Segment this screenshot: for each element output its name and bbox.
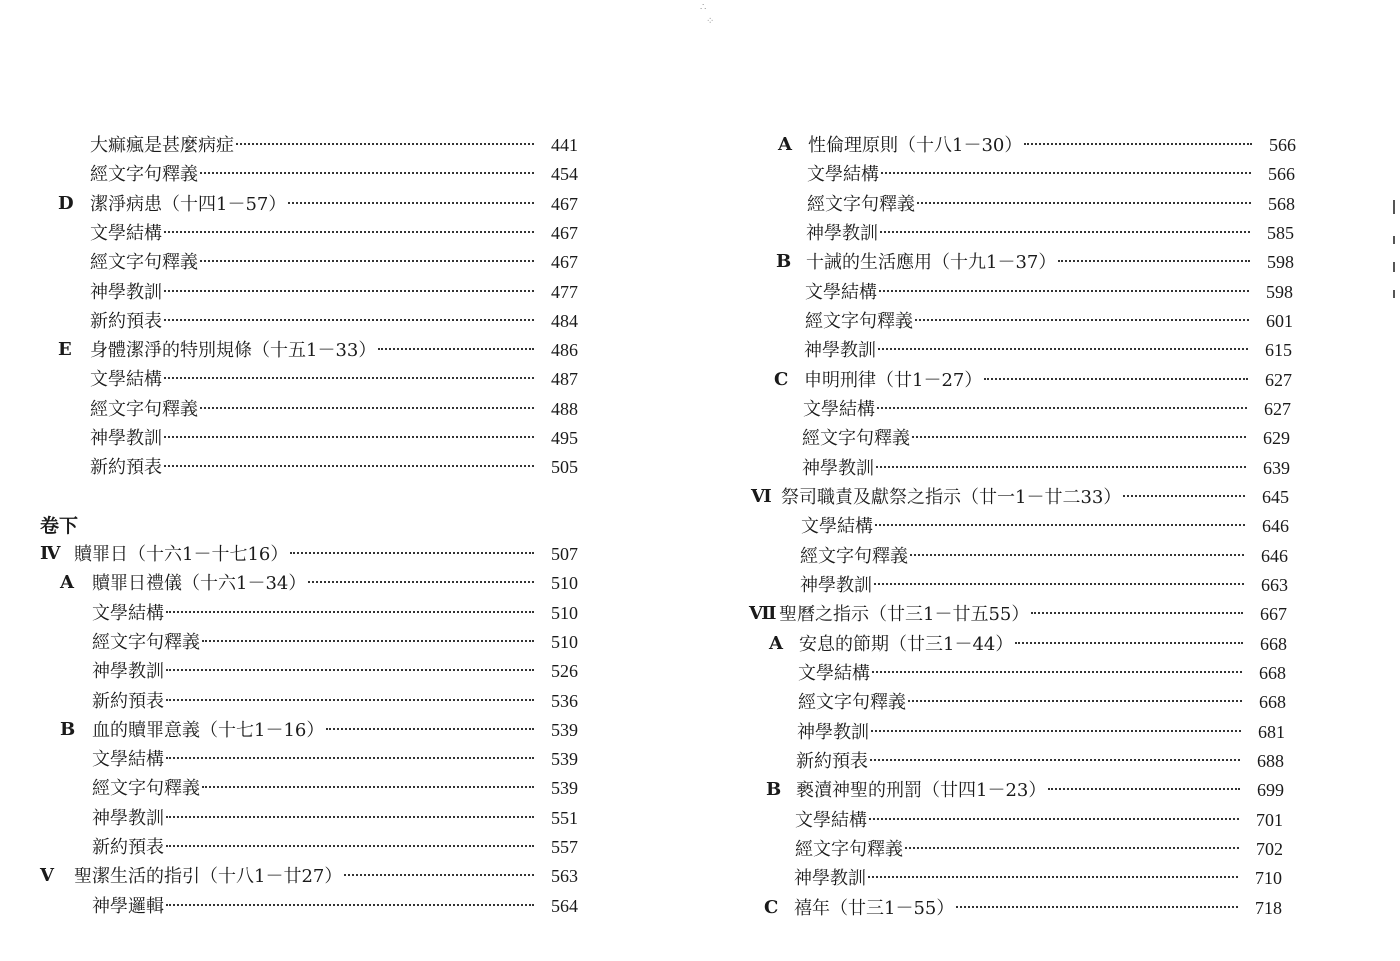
entry-title: 神學教訓 <box>802 457 874 479</box>
toc-entry <box>804 367 1292 394</box>
dot-leader <box>917 202 1251 204</box>
entry-title: 身體潔淨的特別規條（十五1－33） <box>90 340 377 362</box>
toc-section-row <box>700 631 1400 657</box>
section-marker: C <box>764 896 779 918</box>
toc-entry <box>798 660 1286 687</box>
page-number: 668 <box>1259 692 1286 713</box>
section-marker: A <box>769 632 783 654</box>
toc-entry-row <box>700 308 1400 334</box>
toc-entry <box>807 161 1295 188</box>
dot-leader <box>877 407 1247 409</box>
dot-leader <box>881 172 1251 174</box>
toc-section-row <box>700 484 1400 510</box>
toc-entry <box>804 337 1292 364</box>
toc-entry-row <box>0 688 700 714</box>
toc-entry <box>90 132 578 159</box>
entry-title: 性倫理原則（十八1－30） <box>808 135 1023 156</box>
dot-leader <box>344 874 534 876</box>
toc-entry <box>92 629 578 656</box>
page-number: 629 <box>1263 428 1290 449</box>
page-number: 510 <box>551 602 578 623</box>
page-number: 507 <box>551 544 578 564</box>
dot-leader <box>288 202 534 204</box>
toc-entry-row <box>0 132 700 158</box>
section-marker: A <box>778 134 792 155</box>
section-marker: Ⅶ <box>749 603 777 625</box>
toc-entry <box>807 191 1295 218</box>
toc-section-row <box>700 601 1400 627</box>
page-number: 568 <box>1268 193 1295 214</box>
toc-entry-row <box>0 746 700 772</box>
entry-title: 文學結構 <box>803 398 875 420</box>
dot-leader <box>200 172 534 174</box>
toc-entry-row <box>700 689 1400 715</box>
page-number: 668 <box>1260 633 1287 654</box>
dot-leader <box>166 757 534 759</box>
entry-title: 神學邏輯 <box>92 895 164 917</box>
page-number: 539 <box>551 778 578 799</box>
page-number: 510 <box>551 573 578 594</box>
entry-title: 新約預表 <box>796 750 868 772</box>
page-number: 627 <box>1264 398 1291 419</box>
page-number: 557 <box>551 837 578 857</box>
dot-leader <box>872 671 1242 673</box>
toc-entry-row <box>0 366 700 392</box>
toc-entry <box>781 484 1289 511</box>
entry-title: 神學教訓 <box>90 428 162 449</box>
page-number: 667 <box>1260 604 1287 625</box>
toc-entry-row <box>0 249 700 275</box>
toc-entry <box>90 454 578 481</box>
page-number: 702 <box>1256 838 1283 859</box>
toc-entry-row <box>0 893 700 919</box>
toc-entry-row <box>700 513 1400 539</box>
dot-leader <box>871 730 1241 732</box>
entry-title: 申明刑律（廿1－27） <box>804 369 983 391</box>
toc-section-row <box>700 895 1400 921</box>
dot-leader <box>164 377 534 379</box>
toc-entry <box>802 425 1290 452</box>
toc-entry-row <box>0 161 700 187</box>
entry-title: 經文字句釋義 <box>800 545 908 567</box>
section-marker: B <box>60 718 76 740</box>
dot-leader <box>166 904 534 906</box>
entry-title: 經文字句釋義 <box>805 310 913 332</box>
page-number: 467 <box>551 222 578 243</box>
dot-leader <box>875 524 1245 526</box>
page-number: 639 <box>1263 457 1290 478</box>
entry-title: 文學結構 <box>90 222 162 244</box>
toc-entry-row <box>0 279 700 305</box>
toc-entry-row <box>0 308 700 334</box>
page-number: 536 <box>551 690 578 711</box>
page-number: 710 <box>1255 868 1282 889</box>
toc-entry <box>795 807 1283 834</box>
toc-entry <box>92 688 578 715</box>
entry-title: 經文字句釋義 <box>795 838 903 860</box>
toc-entry <box>808 132 1296 159</box>
entry-title: 經文字句釋義 <box>90 164 198 186</box>
entry-title: 禧年（廿三1－55） <box>794 897 955 919</box>
toc-section-row <box>0 337 700 363</box>
dot-leader <box>984 378 1248 380</box>
page-number: 441 <box>551 135 578 155</box>
toc-entry <box>806 220 1294 247</box>
section-marker: B <box>776 251 792 273</box>
page-number: 510 <box>551 631 578 652</box>
entry-title: 聖曆之指示（廿三1－廿五55） <box>779 604 1030 626</box>
entry-title: 文學結構 <box>92 602 164 624</box>
page-number: 566 <box>1269 135 1296 155</box>
toc-entry <box>74 863 578 890</box>
entry-title: 神學教訓 <box>90 281 162 303</box>
page-number: 486 <box>551 340 578 361</box>
section-marker: D <box>58 192 74 214</box>
toc-entry <box>801 513 1289 540</box>
dot-leader <box>290 552 534 554</box>
toc-entry <box>803 396 1291 423</box>
entry-title: 經文字句釋義 <box>90 252 198 274</box>
entry-title: 文學結構 <box>807 164 879 186</box>
dot-leader <box>880 231 1250 233</box>
dot-leader <box>166 669 534 671</box>
toc-entry-row <box>700 396 1400 422</box>
dot-leader <box>164 436 534 438</box>
entry-title: 神學教訓 <box>794 868 866 890</box>
toc-entry <box>90 220 578 247</box>
toc-entry <box>805 308 1293 335</box>
dot-leader <box>915 319 1249 321</box>
entry-title: 神學教訓 <box>806 222 878 244</box>
dot-leader <box>910 554 1244 556</box>
entry-title: 聖潔生活的指引（十八1－廿27） <box>74 866 343 888</box>
toc-entry-row <box>700 719 1400 745</box>
toc-entry-row <box>700 807 1400 833</box>
page-number: 681 <box>1258 721 1285 742</box>
entry-title: 經文字句釋義 <box>92 631 200 653</box>
toc-entry <box>90 191 578 218</box>
entry-title: 文學結構 <box>795 809 867 831</box>
toc-entry <box>795 836 1283 863</box>
toc-entry-row <box>700 220 1400 246</box>
page-number: 495 <box>551 428 578 448</box>
dot-leader <box>164 231 534 233</box>
page-number: 467 <box>551 252 578 273</box>
dot-leader <box>905 847 1239 849</box>
section-marker: Ⅴ <box>40 865 54 887</box>
dot-leader <box>326 728 534 730</box>
toc-entry-row <box>700 279 1400 305</box>
toc-entry-row <box>700 836 1400 862</box>
toc-entry <box>797 719 1285 746</box>
page-number: 467 <box>551 193 578 214</box>
dot-leader <box>956 906 1238 908</box>
toc-entry <box>92 775 578 802</box>
dot-leader <box>874 583 1244 585</box>
page-number: 566 <box>1268 164 1295 185</box>
page-number: 701 <box>1256 809 1283 830</box>
dot-leader <box>908 700 1242 702</box>
dot-leader <box>876 466 1246 468</box>
toc-entry-row <box>700 161 1400 187</box>
dot-leader <box>200 407 534 409</box>
entry-title: 經文字句釋義 <box>802 428 910 450</box>
dot-leader <box>166 845 534 847</box>
entry-title: 新約預表 <box>90 457 162 479</box>
toc-entry-row <box>700 748 1400 774</box>
page-number: 454 <box>551 164 578 185</box>
toc-section-row <box>700 777 1400 803</box>
dot-leader <box>236 143 534 145</box>
toc-entry <box>794 895 1282 922</box>
page-number: 564 <box>551 895 578 916</box>
entry-title: 血的贖罪意義（十七1－16） <box>92 719 325 741</box>
toc-entry <box>802 455 1290 482</box>
toc-entry <box>92 805 578 832</box>
toc-entry <box>90 425 578 452</box>
toc-section-row <box>0 191 700 217</box>
section-marker: Ⅵ <box>751 485 772 507</box>
dot-leader <box>202 640 534 642</box>
toc-entry-row <box>0 600 700 626</box>
scan-speck: ∴ <box>700 2 707 13</box>
entry-title: 文學結構 <box>92 749 164 771</box>
toc-entry-row <box>700 425 1400 451</box>
toc-entry-row <box>0 805 700 831</box>
entry-title: 經文字句釋義 <box>798 692 906 714</box>
toc-entry <box>90 249 578 276</box>
entry-title: 新約預表 <box>92 690 164 712</box>
entry-title: 神學教訓 <box>92 807 164 829</box>
page-number: 646 <box>1262 516 1289 537</box>
toc-entry-row <box>700 337 1400 363</box>
page-number: 551 <box>551 807 578 828</box>
dot-leader <box>879 290 1249 292</box>
entry-title: 經文字句釋義 <box>807 193 915 215</box>
toc-entry-row <box>0 658 700 684</box>
entry-title: 神學教訓 <box>92 661 164 683</box>
entry-title: 大痲瘋是甚麼病症 <box>90 135 234 156</box>
toc-section-row <box>0 863 700 889</box>
entry-title: 贖罪日（十六1－十七16） <box>74 544 289 565</box>
dot-leader <box>166 816 534 818</box>
section-marker: Ⅳ <box>40 543 61 564</box>
dot-leader <box>870 759 1240 761</box>
page-number: 663 <box>1261 574 1288 595</box>
page-number: 699 <box>1257 780 1284 801</box>
entry-title: 文學結構 <box>801 516 873 538</box>
dot-leader <box>912 436 1246 438</box>
dot-leader <box>1048 788 1240 790</box>
toc-entry <box>800 543 1288 570</box>
toc-entry <box>794 865 1282 892</box>
page-number: 615 <box>1265 340 1292 361</box>
toc-entry <box>799 631 1287 658</box>
dot-leader <box>202 786 534 788</box>
entry-title: 十誡的生活應用（十九1－37） <box>806 252 1057 274</box>
toc-entry <box>90 161 578 188</box>
toc-entry-row <box>0 220 700 246</box>
toc-entry-row <box>0 425 700 451</box>
page-number: 598 <box>1267 252 1294 273</box>
entry-title: 祭司職責及獻祭之指示（廿一1－廿二33） <box>781 486 1122 508</box>
page-number: 627 <box>1265 369 1292 390</box>
toc-entry <box>92 746 578 773</box>
entry-title: 文學結構 <box>805 281 877 303</box>
toc-entry <box>798 689 1286 716</box>
page-number: 646 <box>1261 545 1288 566</box>
page-number: 539 <box>551 749 578 770</box>
toc-entry-row <box>0 834 700 860</box>
toc-entry-row <box>700 865 1400 891</box>
dot-leader <box>1015 642 1243 644</box>
scan-edge-mark <box>1393 290 1395 298</box>
entry-title: 潔淨病患（十四1－57） <box>90 193 287 215</box>
page-number: 539 <box>551 719 578 740</box>
toc-entry <box>90 308 578 335</box>
entry-title: 神學教訓 <box>797 721 869 743</box>
scan-speck: ⁘ <box>706 16 715 27</box>
dot-leader <box>164 290 534 292</box>
dot-leader <box>308 581 534 583</box>
toc-entry <box>90 337 578 364</box>
section-marker: C <box>774 368 789 390</box>
toc-entry <box>92 658 578 685</box>
entry-title: 文學結構 <box>798 662 870 684</box>
toc-entry <box>800 572 1288 599</box>
entry-title: 神學教訓 <box>800 574 872 596</box>
dot-leader <box>164 319 534 321</box>
toc-entry <box>796 748 1284 775</box>
dot-leader <box>166 611 534 613</box>
toc-entry-row <box>0 775 700 801</box>
toc-entry <box>92 893 578 920</box>
toc-section-row <box>700 367 1400 393</box>
toc-entry <box>74 541 578 568</box>
section-marker: E <box>58 339 72 361</box>
toc-entry-row <box>0 396 700 422</box>
page-number: 598 <box>1266 281 1293 302</box>
dot-leader <box>166 699 534 701</box>
dot-leader <box>200 260 534 262</box>
dot-leader <box>164 465 534 467</box>
scan-edge-mark <box>1393 262 1395 272</box>
page-number: 668 <box>1259 662 1286 683</box>
toc-section-row <box>0 541 700 567</box>
toc-entry <box>796 777 1284 804</box>
dot-leader <box>869 818 1239 820</box>
entry-title: 經文字句釋義 <box>92 778 200 800</box>
toc-entry <box>92 600 578 627</box>
entry-title: 文學結構 <box>90 369 162 391</box>
toc-entry <box>92 834 578 861</box>
dot-leader <box>1123 495 1245 497</box>
toc-entry-row <box>700 191 1400 217</box>
section-marker: A <box>60 572 74 594</box>
scan-edge-mark <box>1393 200 1395 214</box>
page-number: 526 <box>551 661 578 682</box>
toc-entry-row <box>700 572 1400 598</box>
page-number: 563 <box>551 866 578 887</box>
scan-edge-mark <box>1393 236 1395 244</box>
toc-entry-row <box>0 629 700 655</box>
dot-leader <box>1058 260 1250 262</box>
entry-title: 神學教訓 <box>804 340 876 362</box>
toc-entry <box>92 570 578 597</box>
page-number: 477 <box>551 281 578 302</box>
toc-section-row <box>700 249 1400 275</box>
dot-leader <box>378 348 534 350</box>
toc-section-row <box>0 717 700 743</box>
entry-title: 經文字句釋義 <box>90 398 198 420</box>
toc-section-row <box>0 570 700 596</box>
toc-section-row <box>700 132 1400 158</box>
page-number: 505 <box>551 457 578 478</box>
toc-entry <box>806 249 1294 276</box>
right-page <box>700 0 1400 961</box>
entry-title: 贖罪日禮儀（十六1－34） <box>92 573 307 595</box>
page-number: 484 <box>551 310 578 331</box>
toc-entry-row <box>700 543 1400 569</box>
toc-entry-row <box>700 660 1400 686</box>
page-number: 487 <box>551 369 578 390</box>
dot-leader <box>1031 612 1243 614</box>
page-number: 488 <box>551 398 578 419</box>
toc-entry <box>90 396 578 423</box>
entry-title: 新約預表 <box>92 837 164 858</box>
dot-leader <box>878 348 1248 350</box>
page-number: 585 <box>1267 222 1294 243</box>
volume-heading: 卷下 <box>40 515 79 537</box>
page-number: 688 <box>1257 750 1284 771</box>
page-number: 718 <box>1255 897 1282 918</box>
page-number: 601 <box>1266 310 1293 331</box>
dot-leader <box>1024 143 1252 145</box>
entry-title: 新約預表 <box>90 310 162 332</box>
toc-entry <box>90 366 578 393</box>
toc-entry-row <box>700 455 1400 481</box>
entry-title: 褻瀆神聖的刑罰（廿四1－23） <box>796 780 1047 802</box>
page-number: 645 <box>1262 486 1289 507</box>
toc-entry <box>92 717 578 744</box>
dot-leader <box>868 876 1238 878</box>
section-marker: B <box>766 779 782 801</box>
toc-entry <box>805 279 1293 306</box>
entry-title: 安息的節期（廿三1－44） <box>799 633 1014 655</box>
toc-entry-row <box>0 454 700 480</box>
toc-entry <box>779 601 1287 628</box>
toc-entry <box>90 279 578 306</box>
